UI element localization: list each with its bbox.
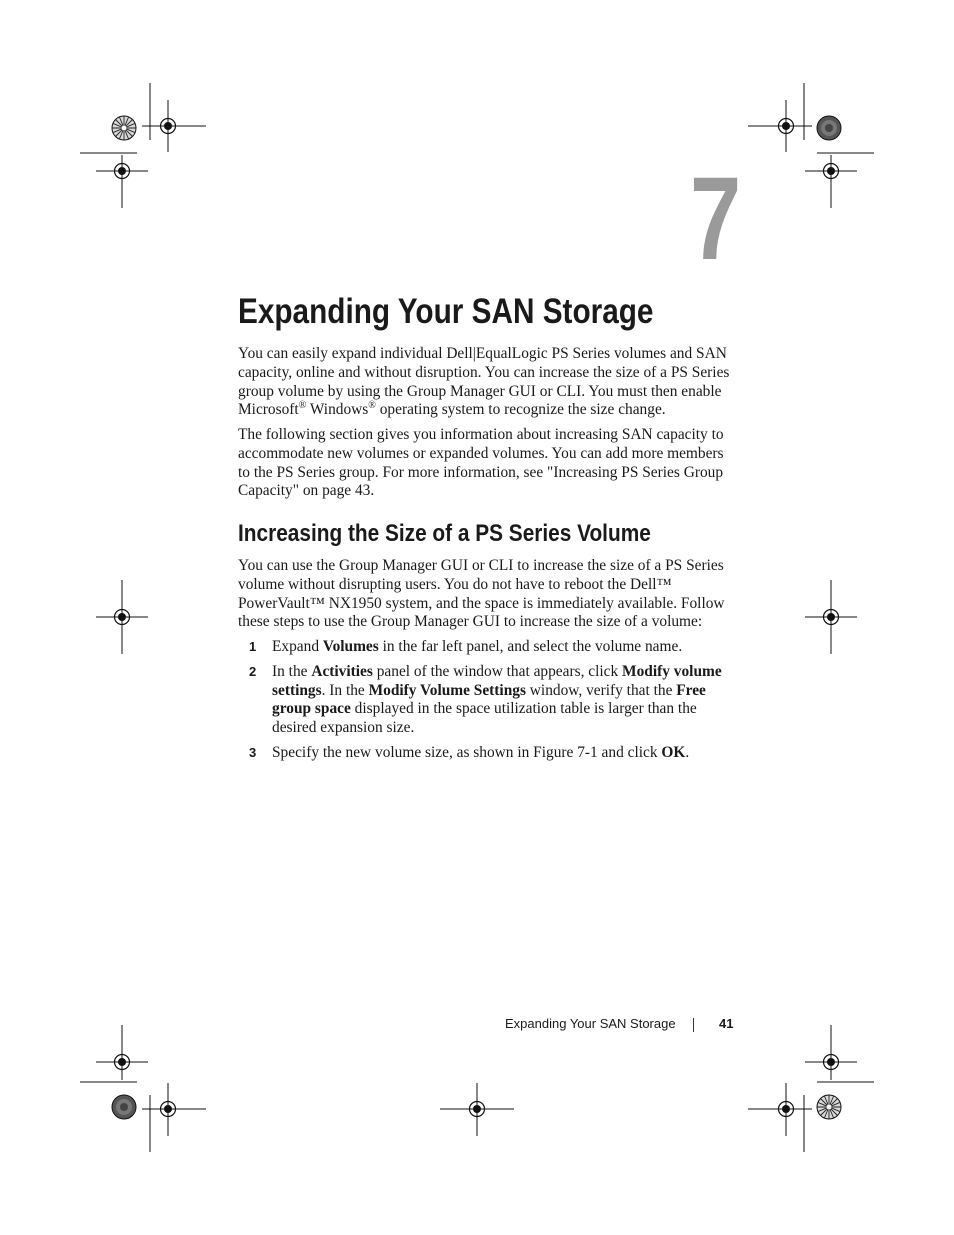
step-text: . In the (321, 681, 369, 699)
list-item (238, 744, 738, 763)
registered-mark: ® (298, 400, 307, 412)
intro-text-b: Windows (306, 401, 369, 419)
ui-term: OK (661, 743, 686, 761)
page-title: Expanding Your SAN Storage (238, 292, 654, 331)
ui-term: Modify volume settings (272, 662, 722, 699)
step-text: window, verify that the (525, 681, 677, 699)
intro-paragraph-1 (238, 345, 738, 420)
chapter-number: 7 (690, 153, 742, 285)
registered-mark: ® (368, 400, 376, 412)
step-text: In the (272, 662, 312, 680)
steps-list (238, 638, 738, 769)
section-heading: Increasing the Size of a PS Series Volume (238, 520, 651, 547)
step-number: 2 (249, 663, 257, 679)
step-text: Specify the new volume size, as shown in Figure 7-1 and click (272, 743, 662, 761)
step-text: in the far left panel, and select the volume name. (378, 638, 683, 655)
step-number: 1 (249, 639, 257, 654)
ui-term: Modify Volume Settings (368, 681, 526, 699)
step-text: panel of the window that appears, click (372, 662, 623, 680)
footer-chapter-title: Expanding Your SAN Storage (505, 1016, 676, 1031)
section-paragraph (238, 557, 738, 632)
ui-term: Free group space (272, 681, 706, 718)
step-number: 3 (249, 744, 257, 760)
page-number: 41 (719, 1016, 734, 1031)
intro-text-c: operating system to recognize the size change. (375, 401, 666, 419)
ui-term: Activities (311, 662, 373, 680)
list-item (238, 638, 738, 657)
step-text: Expand (272, 638, 323, 655)
ui-term: Volumes (322, 638, 379, 655)
intro-paragraph-2 (238, 426, 738, 501)
step-text: . (685, 743, 690, 761)
list-item (238, 663, 738, 738)
intro-text-a: You can easily expand individual Dell|EqualLogic PS Series volumes and SAN capacity, online and without disruption. You can increase the size of a PS Series group volume by using the Group Manager GUI or CLI. You must then enable Microsoft (238, 345, 730, 419)
footer-divider (693, 1018, 694, 1032)
section-paragraph-text: You can use the Group Manager GUI or CLI to increase the size of a PS Series volume without disrupting users. You do not have to reboot the Dell™ PowerVault™ NX1950 system, and the space is immediately available. Follow these steps to use the Group Manager GUI to increase the size of a volume: (238, 557, 725, 631)
intro-paragraph-2-text: The following section gives you information about increasing SAN capacity to accommodate new volumes or expanded volumes. You can add more members to the PS Series group. For more information, see "Increasing PS Series Group Capacity" on page 43. (238, 426, 724, 500)
step-text: displayed in the space utilization table is larger than the desired expansion size. (272, 700, 697, 737)
